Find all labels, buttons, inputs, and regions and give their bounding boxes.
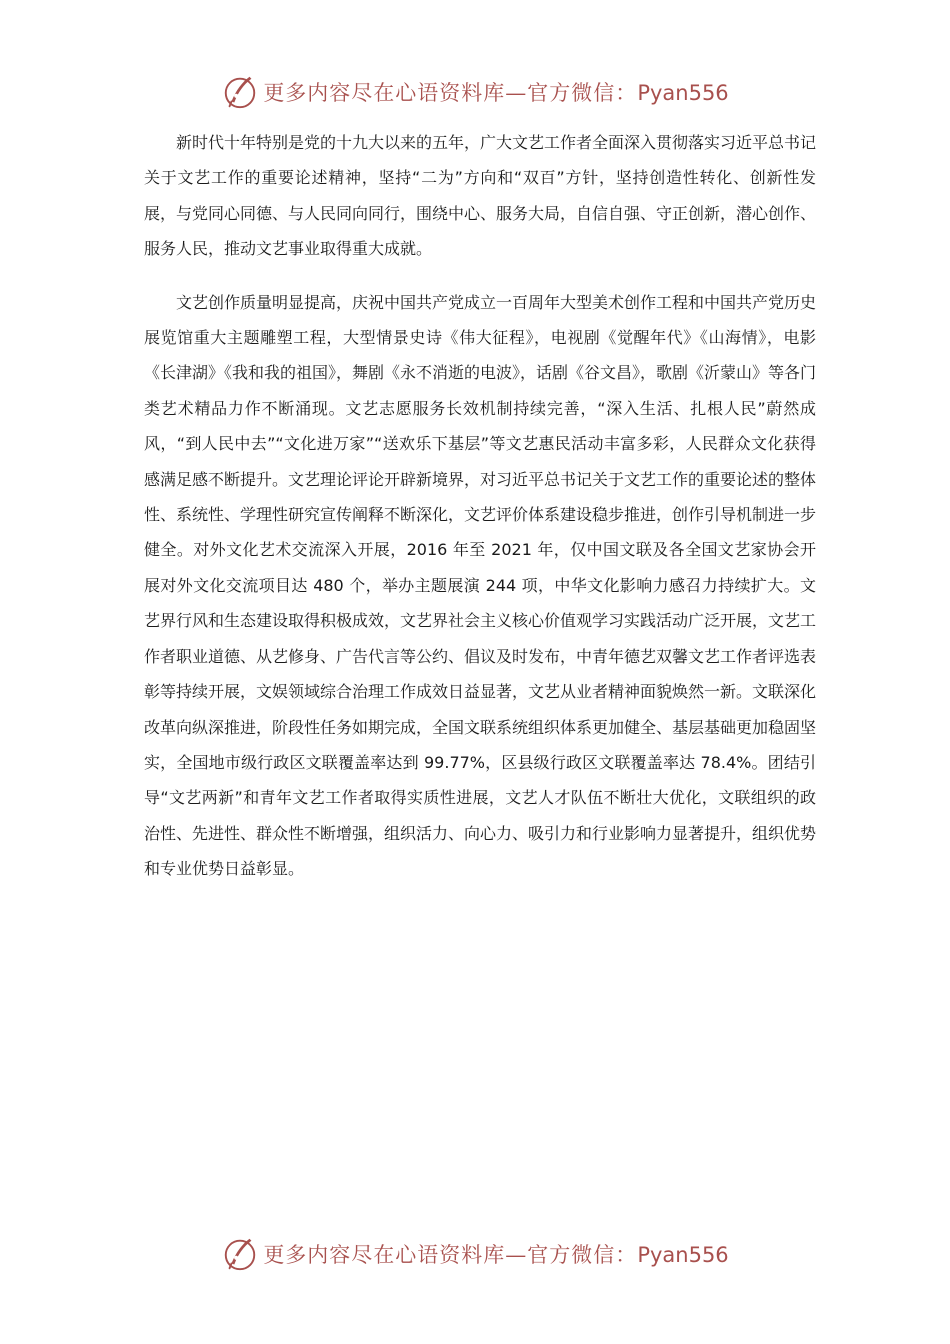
quill-pen-logo-icon [221, 73, 259, 111]
paragraph-1: 新时代十年特别是党的十九大以来的五年，广大文艺工作者全面深入贯彻落实习近平总书记关于文艺工作的重要论述精神，坚持“二为”方向和“双百”方针，坚持创造性转化、创新性发展，与党同心同德、与人民同向同行，围绕中心、服务大局，自信自强、守正创新，潜心创作、服务人民，推动文艺事业取得重大成就。 [144, 133, 817, 259]
wechat-id: Pyan556 [637, 81, 729, 105]
watermark-text: 更多内容尽在心语资料库—官方微信： [263, 81, 638, 105]
quill-pen-logo-icon [221, 1235, 259, 1273]
footer-watermark [0, 1232, 950, 1276]
header-watermark [0, 70, 950, 114]
document-body [144, 125, 816, 905]
watermark-text: 更多内容尽在心语资料库—官方微信： [263, 1243, 638, 1267]
paragraph-2: 文艺创作质量明显提高，庆祝中国共产党成立一百周年大型美术创作工程和中国共产党历史展览馆重大主题雕塑工程，大型情景史诗《伟大征程》，电视剧《觉醒年代》《山海情》，电影《长津湖》《我和我的祖国》，舞剧《永不消逝的电波》，话剧《谷文昌》，歌剧《沂蒙山》等各门类艺术精品力作不断涌现。文艺志愿服务长效机制持续完善，“深入生活、扎根人民”蔚然成风，“到人民中去”“文化进万家”“送欢乐下基层”等文艺惠民活动丰富多彩，人民群众文化获得感满足感不断提升。文艺理论评论开辟新境界，对习近平总书记关于文艺工作的重要论述的整体性、系统性、学理性研究宣传阐释不断深化，文艺评价体系建设稳步推进，创作引导机制进一步健全。对外文化艺术交流深入开展，2016 年至 2021 年，仅中国文联及各全国文艺家协会开展对外文化交流项目达 480 个，举办主题展演 244 项，中华文化影响力感召力持续扩大。文艺界行风和生态建设取得积极成效，文艺界社会主义核心价值观学习实践活动广泛开展，文艺工作者职业道德、从艺修身、广告代言等公约、倡议及时发布，中青年德艺双馨文艺工作者评选表彰等持续开展，文娱领域综合治理工作成效日益显著，文艺从业者精神面貌焕然一新。文联深化改革向纵深推进，阶段性任务如期完成，全国文联系统组织体系更加健全、基层基础更加稳固坚实，全国地市级行政区文联覆盖率达到 99.77%，区县级行政区文联覆盖率达 78.4%。团结引导“文艺两新”和青年文艺工作者取得实质性进展，文艺人才队伍不断壮大优化，文联组织的政治性、先进性、群众性不断增强，组织活力、向心力、吸引力和行业影响力显著提升，组织优势和专业优势日益彰显。 [144, 292, 817, 879]
wechat-id: Pyan556 [637, 1243, 729, 1267]
